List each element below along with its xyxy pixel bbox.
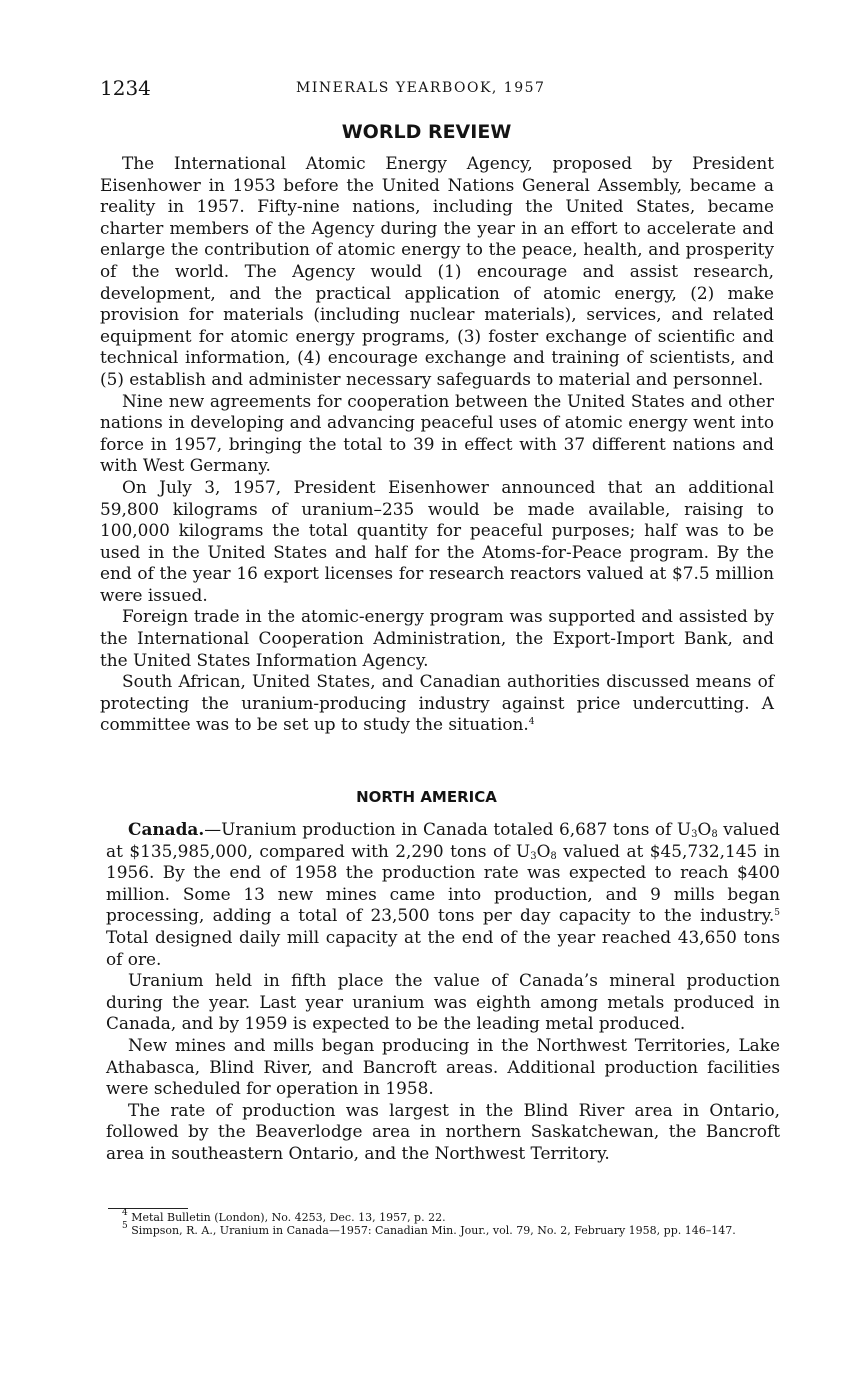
paragraph: New mines and mills began producing in the Northwest Territories, Lake Athabasca, Blind River, and Bancroft areas. Additional production facilities were scheduled for operation in 1958. xyxy=(106,1034,780,1099)
footnote xyxy=(108,1208,784,1224)
text-run: O xyxy=(697,819,712,839)
north-america-body xyxy=(106,819,780,1165)
text-run: Total designed daily mill capacity at the end of the year reached 43,650 tons of ore. xyxy=(106,926,780,969)
footnote-ref: 4 xyxy=(528,717,535,728)
paragraph-text: South African, United States, and Canadian authorities discussed means of protecting the uranium-producing industry against price undercutting. A committee was to be set up to study the situation. xyxy=(100,671,774,735)
paragraph: Uranium held in fifth place the value of Canada’s mineral production during the year. Last year uranium was eighth among metals produced in Canada, and by 1959 is expected to be the leading metal produced. xyxy=(106,970,780,1034)
text-run: O xyxy=(536,840,551,861)
footnote-mark: 5 xyxy=(122,1221,128,1231)
subscript: 8 xyxy=(711,829,718,840)
world-review-body xyxy=(100,153,774,736)
footnote-text: Metal Bulletin (London), No. 4253, Dec. 13, 1957, p. 22. xyxy=(127,1211,446,1224)
paragraph: The rate of production was largest in the Blind River area in Ontario, followed by the Beaverlodge area in northern Saskatchewan, the Bancroft area in southeastern Ontario, and the Northwest Territory. xyxy=(106,1099,780,1163)
subscript: 3 xyxy=(530,850,537,862)
footnotes xyxy=(108,1208,784,1237)
running-title: MINERALS YEARBOOK, 1957 xyxy=(296,80,546,96)
paragraph xyxy=(100,671,774,736)
footnote-ref: 5 xyxy=(774,908,780,919)
subscript: 8 xyxy=(550,850,557,862)
footnote xyxy=(108,1221,784,1237)
section-heading-world-review: WORLD REVIEW xyxy=(341,121,512,143)
text-run: valued at $45,732,145 in 1956. By the end of 1958 the production rate was expected to reach $400 million. Some 13 new mines came into production, and 9 mills began processing, adding a total of 23,500 tons per day capacity to the industry. xyxy=(106,840,780,926)
paragraph: Foreign trade in the atomic-energy program was supported and assisted by the International Cooperation Administration, the Export-Import Bank, and the United States Information Agency. xyxy=(100,606,774,670)
page-number: 1234 xyxy=(100,76,151,100)
footnote-text: Simpson, R. A., Uranium in Canada—1957: Canadian Min. Jour., vol. 79, No. 2, February 1958, pp. 146–147. xyxy=(127,1224,736,1237)
footnote-rule xyxy=(108,1208,188,1209)
footnote-mark: 4 xyxy=(122,1208,128,1218)
paragraph: On July 3, 1957, President Eisenhower announced that an additional 59,800 kilograms of uranium–235 would be made available, raising to 100,000 kilograms the total quantity for peaceful purposes; half was to be used in the United States and half for the Atoms-for-Peace program. By the end of the year 16 export licenses for research reactors valued at $7.5 million were issued. xyxy=(100,476,774,605)
paragraph: Nine new agreements for cooperation between the United States and other nations in developing and advancing peaceful uses of atomic energy went into force in 1957, bringing the total to 39 in effect with 37 different nations and with West Germany. xyxy=(100,390,774,476)
section-heading-north-america: NORTH AMERICA xyxy=(356,788,497,806)
paragraph: The International Atomic Energy Agency, proposed by President Eisenhower in 1953 before the United Nations General Assembly, became a reality in 1957. Fifty-nine nations, including the United States, became charter members of the Agency during the year in an effort to accelerate and enlarge the contribution of atomic energy to the peace, health, and prosperity of the world. The Agency would (1) encourage and assist research, development, and the practical application of atomic energy, (2) make provision for materials (including nuclear materials), services, and related equipment for atomic energy programs, (3) foster exchange of scientific and technical information, (4) encourage exchange and training of scientists, and (5) establish and administer necessary safeguards to material and personnel. xyxy=(100,153,774,389)
text-run: valued at $135,985,000, compared with 2,290 tons of U xyxy=(106,819,780,861)
running-head xyxy=(100,76,780,106)
paragraph-canada xyxy=(106,819,780,970)
text-run: —Uranium production in Canada totaled 6,687 tons of U xyxy=(204,819,692,839)
subscript: 3 xyxy=(691,829,698,840)
lead-in-canada: Canada. xyxy=(128,819,205,839)
